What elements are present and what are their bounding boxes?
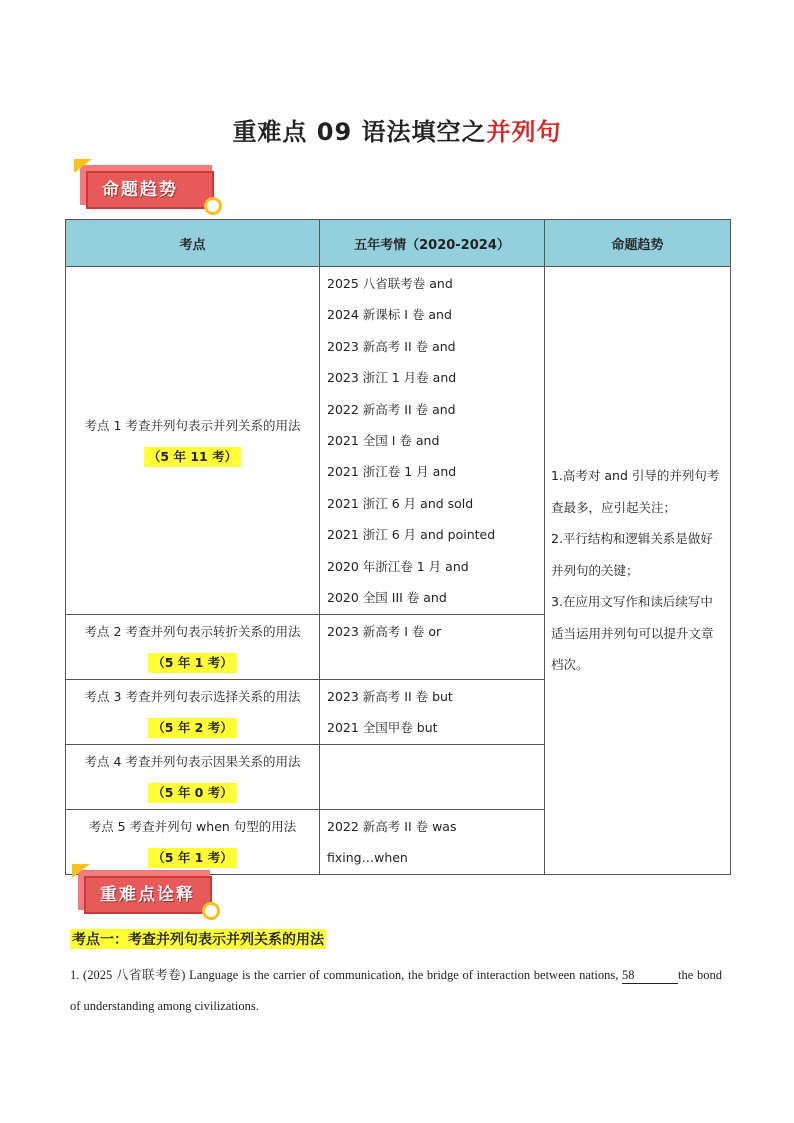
- title-prefix: 重难点 09 语法填空之: [232, 118, 487, 146]
- point-cell: [66, 267, 320, 615]
- exam-item: 2024 新课标 I 卷 and: [327, 307, 452, 323]
- point-cell: [66, 615, 320, 680]
- count-badge: （5 年 11 考）: [144, 447, 241, 467]
- exam-item: 2023 新高考 I 卷 or: [327, 624, 442, 640]
- banner-explain: [78, 870, 218, 918]
- trend-item: 1.高考对 and 引导的并列句考查最多，应引起关注；: [551, 468, 720, 515]
- exam-item: fixing…when: [327, 850, 408, 866]
- exam-cell: [320, 745, 545, 810]
- page-title: [0, 112, 794, 147]
- exam-item: 2023 新高考 II 卷 but: [327, 689, 453, 705]
- table-header-row: [66, 220, 731, 267]
- title-highlight: 并列句: [486, 118, 562, 146]
- exam-item: 2023 新高考 II 卷 and: [327, 338, 456, 354]
- ring-decoration-icon: [204, 197, 222, 215]
- question-1-prefix: 1. (2025 八省联考卷) Language is the carrier of communication, the bridge of interaction between nations,: [70, 968, 623, 982]
- banner-trend-label: 命题趋势: [102, 180, 178, 200]
- exam-item: 2020 全国 III 卷 and: [327, 589, 447, 605]
- point-label: 考点 4 考查并列句表示因果关系的用法: [84, 754, 301, 770]
- ring-decoration-icon: [202, 902, 220, 920]
- count-badge: （5 年 2 考）: [148, 718, 236, 738]
- exam-item: 2021 浙江 6 月 and pointed: [327, 527, 496, 543]
- exam-cell: [320, 810, 545, 875]
- count-badge: （5 年 1 考）: [148, 848, 236, 868]
- banner-trend: [80, 165, 220, 213]
- count-badge: （5 年 1 考）: [148, 653, 236, 673]
- question-1-blank[interactable]: 58: [622, 967, 678, 984]
- trend-item: 2.平行结构和逻辑关系是做好并列句的关键；: [551, 531, 713, 578]
- exam-item: 2021 全国 I 卷 and: [327, 432, 440, 448]
- count-badge: （5 年 0 考）: [148, 783, 236, 803]
- trend-cell: [545, 267, 731, 875]
- exam-item: 2021 浙江 6 月 and sold: [327, 495, 474, 511]
- exam-item: 2023 浙江 1 月卷 and: [327, 370, 457, 386]
- header-point: 考点: [66, 220, 320, 267]
- exam-cell: [320, 615, 545, 680]
- point-label: 考点 3 考查并列句表示选择关系的用法: [84, 689, 301, 705]
- header-trend: 命题趋势: [545, 220, 731, 267]
- point-label: 考点 5 考查并列句 when 句型的用法: [88, 819, 297, 835]
- banner-explain-label: 重难点诠释: [100, 885, 195, 905]
- exam-item: 2021 全国甲卷 but: [327, 720, 438, 736]
- header-exams: 五年考情（2020-2024）: [320, 220, 545, 267]
- point-cell: [66, 810, 320, 875]
- exam-item: 2022 新高考 II 卷 and: [327, 401, 456, 417]
- trend-item: 3.在应用文写作和读后续写中适当运用并列句可以提升文章档次。: [551, 594, 714, 673]
- point-cell: [66, 745, 320, 810]
- point-cell: [66, 680, 320, 745]
- exam-item: 2021 浙江卷 1 月 and: [327, 464, 457, 480]
- section-heading: 考点一：考查并列句表示并列关系的用法: [70, 929, 326, 949]
- point-label: 考点 2 考查并列句表示转折关系的用法: [84, 624, 301, 640]
- exam-cell: [320, 267, 545, 615]
- exam-item: 2025 八省联考卷 and: [327, 276, 453, 291]
- triangle-decoration-icon: [74, 159, 92, 173]
- exam-cell: [320, 680, 545, 745]
- triangle-decoration-icon: [72, 864, 90, 878]
- trend-table: [65, 219, 731, 875]
- exam-item: 2022 新高考 II 卷 was: [327, 819, 457, 835]
- point-label: 考点 1 考查并列句表示并列关系的用法: [84, 417, 301, 433]
- question-1: [70, 960, 722, 1022]
- table-row: [66, 267, 731, 615]
- question-1-suffix: the bond of understanding among civilizations.: [70, 968, 722, 1013]
- exam-item: 2020 年浙江卷 1 月 and: [327, 558, 469, 574]
